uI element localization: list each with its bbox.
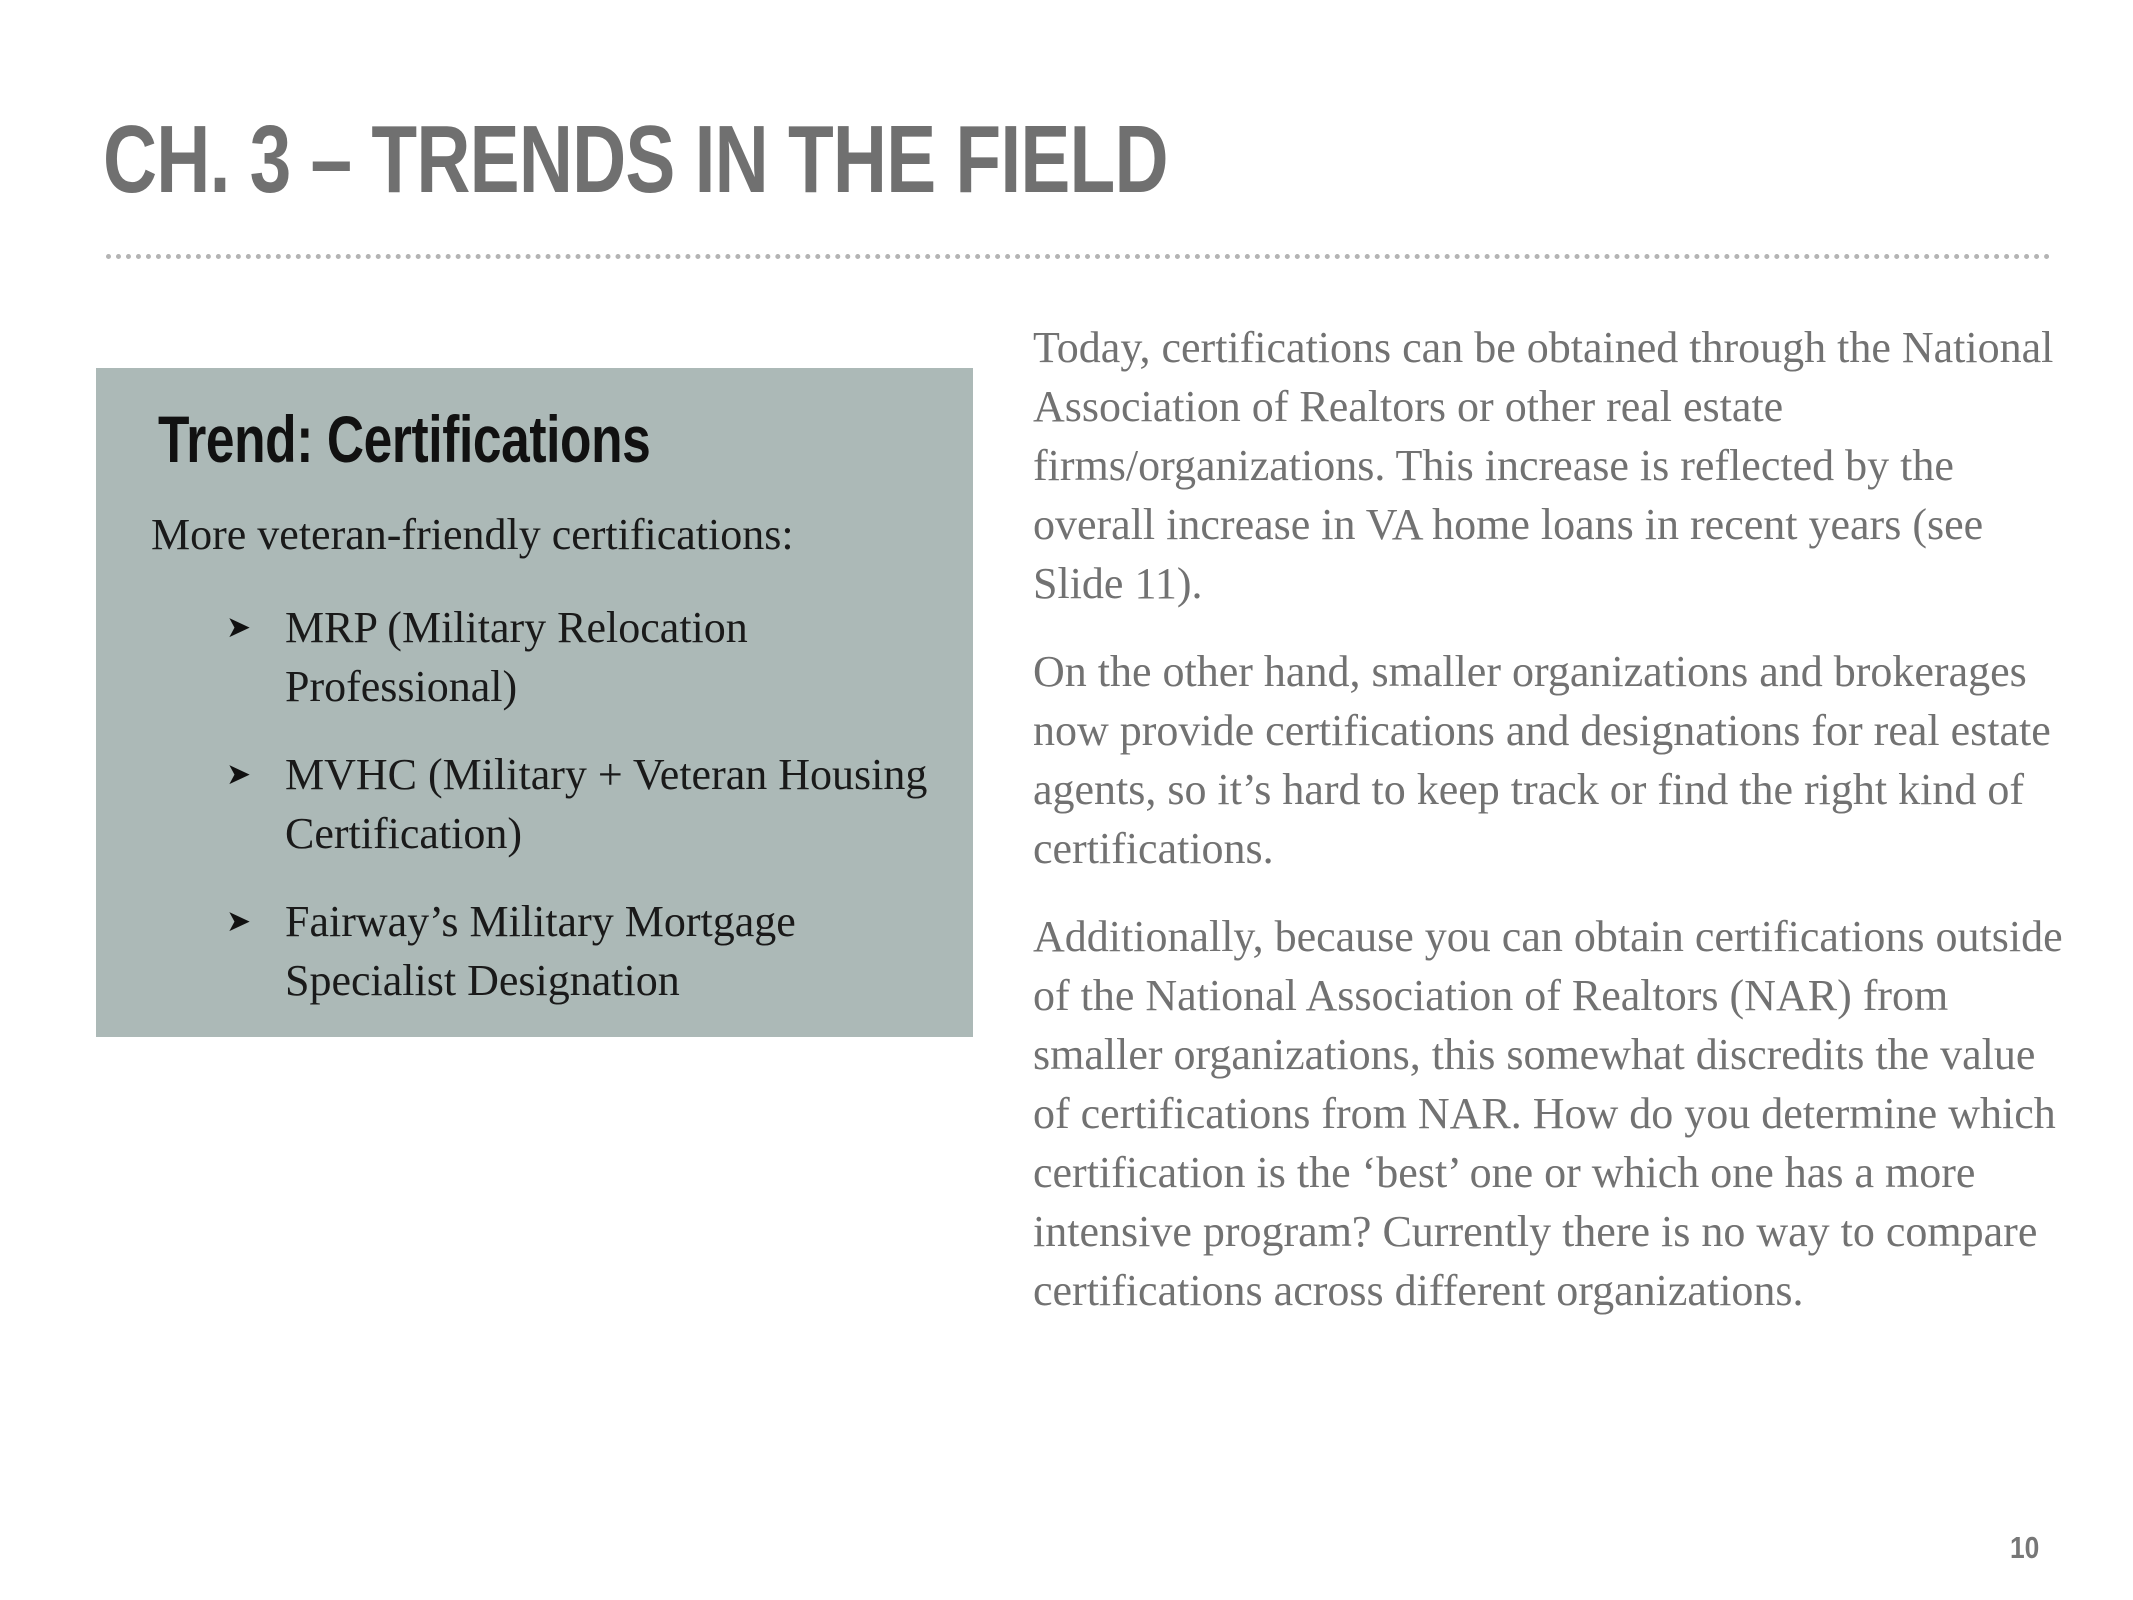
body-paragraph: Additionally, because you can obtain certifications outside of the National Association of Realtors (NAR) from smaller organizations, this somewhat discredits the value of certifications from NAR. How do you determine which certification is the ‘best’ one or which one has a more intensive program? Currently there is no way to compare certifications across different organizations.: [1033, 912, 2063, 1315]
page-number: 10: [2010, 1530, 2040, 1565]
slide-title: CH. 3 – TRENDS IN THE FIELD: [103, 106, 1168, 213]
list-item-text: MVHC (Military + Veteran Housing Certification): [285, 750, 928, 858]
body-text: [1033, 318, 2083, 1349]
list-item-text: MRP (Military Relocation Professional): [285, 603, 748, 711]
list-item: [226, 745, 946, 863]
right-arrowhead-icon: ➤: [226, 904, 252, 939]
right-arrowhead-icon: ➤: [226, 610, 252, 645]
dotted-divider: [106, 254, 2051, 259]
trend-intro: More veteran-friendly certifications:: [151, 510, 794, 559]
list-item-text: Fairway’s Military Mortgage Specialist Designation: [285, 897, 796, 1005]
certification-list: [226, 598, 946, 1039]
list-item: [226, 598, 946, 716]
trend-box: [96, 368, 973, 1037]
list-item: [226, 892, 946, 1010]
body-paragraph: Today, certifications can be obtained through the National Association of Realtors or other real estate firms/organizations. This increase is reflected by the overall increase in VA home loans in recent years (see Slide 11).: [1033, 323, 2054, 608]
body-paragraph: On the other hand, smaller organizations and brokerages now provide certifications and designations for real estate agents, so it’s hard to keep track or find the right kind of certifications.: [1033, 647, 2051, 873]
trend-heading: Trend: Certifications: [158, 402, 651, 476]
right-arrowhead-icon: ➤: [226, 757, 252, 792]
